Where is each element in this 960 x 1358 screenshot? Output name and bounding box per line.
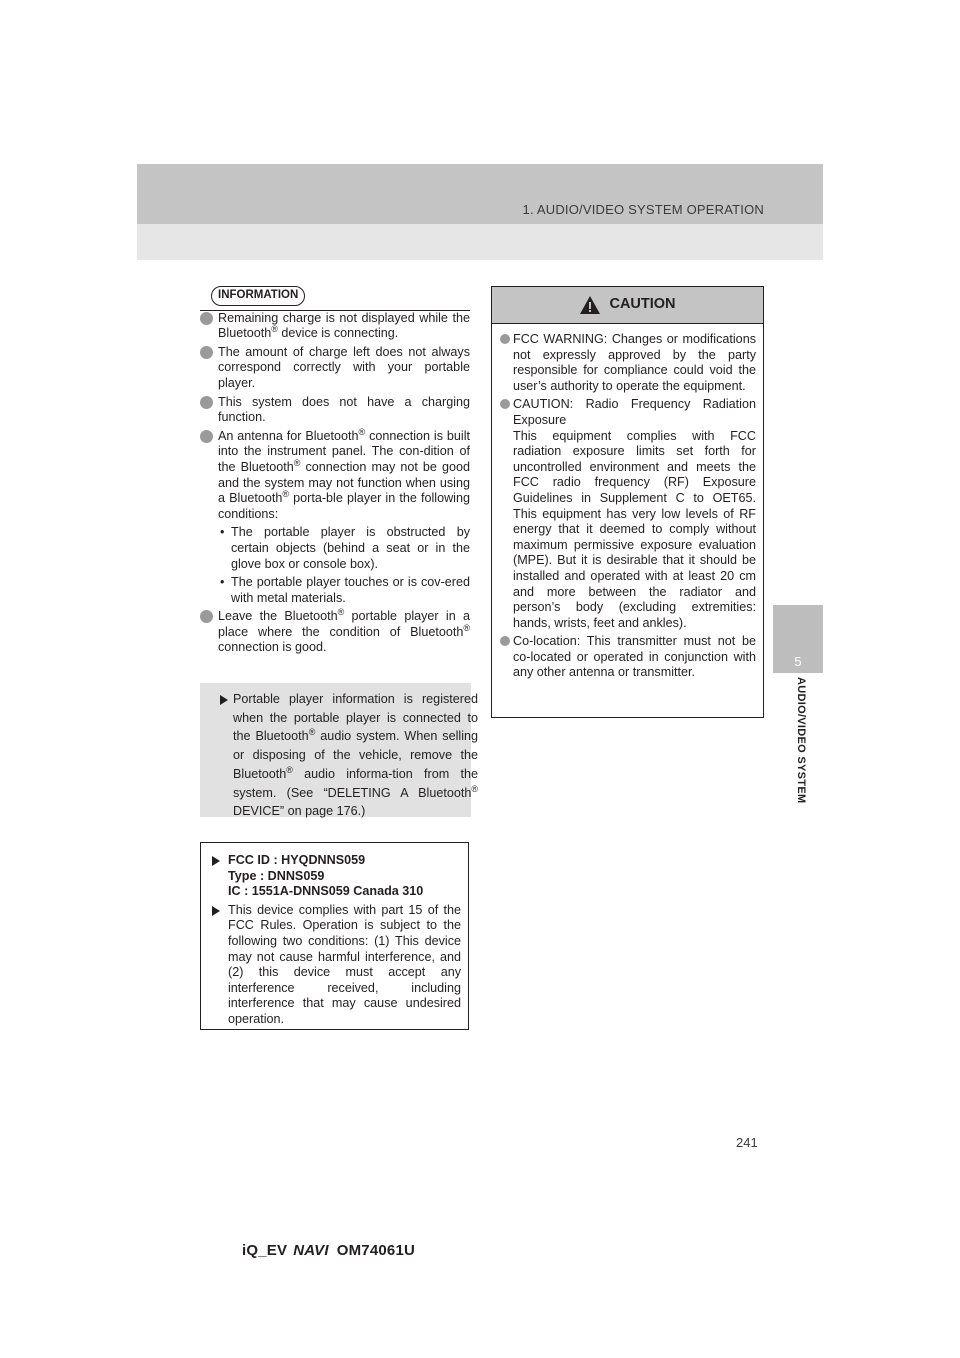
information-badge: INFORMATION [211, 286, 305, 306]
triangle-bullet-icon [212, 856, 220, 866]
bullet-dot-icon [500, 636, 510, 646]
page-number: 241 [736, 1135, 758, 1150]
chapter-number: 5 [794, 654, 802, 669]
bullet-dot-icon [200, 312, 213, 325]
bullet-dot-icon [500, 334, 510, 344]
fcc-id-item: FCC ID : HYQDNNS059 Type : DNNS059 IC : 1551A-DNNS059 Canada 310 [212, 853, 461, 900]
caution-item-3: Co-location: This transmitter must not be co-located or operated in conjunction with any other antenna or transmitter. [500, 634, 756, 681]
caution-title: CAUTION [609, 296, 676, 313]
fcc-compliance-item: This device complies with part 15 of the FCC Rules. Operation is subject to the following two conditions: (1) This device may not cause harmful interference, and (2) this device must accept any interference received, including interference that may cause undesired operation. [212, 903, 461, 1028]
info-bullet-2: The amount of charge left does not always correspond correctly with your portable player. [200, 345, 470, 392]
caution-item-2: CAUTION: Radio Frequency Radiation Exposure This equipment complies with FCC radiation exposure limits set forth for uncontrolled environment and meets the FCC radio frequency (RF) Exposure Guidelines in Supplement C to OET65. This equipment has very low levels of RF energy that it deemed to comply without maximum permissive exposure evaluation (MPE). But it is desirable that it should be installed and operated with at least 20 cm and more between the radiator and person’s body (excluding extremities: hands, wrists, feet and ankles). [500, 397, 756, 631]
header-subband [137, 224, 823, 260]
warning-icon [579, 295, 601, 315]
info-bullet-5: Leave the Bluetooth® portable player in a place where the condition of Bluetooth® connection is good. [200, 609, 470, 656]
caution-box [491, 286, 764, 718]
footer-model-code: iQ_EV NAVI OM74061U [242, 1242, 416, 1259]
info-sub-item-1: • The portable player is obstructed by certain objects (behind a seat or in the glove box or console box). [220, 525, 470, 571]
info-sub-item-2: • The portable player touches or is cov-ered with metal materials. [220, 575, 470, 605]
information-box [200, 289, 470, 659]
caution-item-1: FCC WARNING: Changes or modifications not expressly approved by the party responsible for compliance could void the user’s authority to operate the equipment. [500, 332, 756, 394]
fcc-box [200, 842, 469, 1030]
bullet-dot-icon [200, 430, 213, 443]
chapter-label: AUDIO/VIDEO SYSTEM [795, 677, 807, 804]
caution-header [492, 287, 763, 324]
bullet-dot-icon [500, 399, 510, 409]
section-title: 1. AUDIO/VIDEO SYSTEM OPERATION [522, 202, 764, 217]
info-bullet-1: Remaining charge is not displayed while the Bluetooth® device is connecting. [200, 311, 470, 342]
note-item: Portable player information is registered when the portable player is connected to the Bluetooth® audio system. When selling or disposing of the vehicle, remove the Bluetooth® audio informa-tion from the system. (See “DELETING A Bluetooth® DEVICE” on page 176.) [220, 690, 478, 821]
note-box [200, 683, 479, 819]
chapter-tab [773, 605, 823, 673]
bullet-dot-icon [200, 396, 213, 409]
bullet-dot-icon [200, 610, 213, 623]
info-bullet-3: This system does not have a charging function. [200, 395, 470, 426]
bullet-dot-icon [200, 346, 213, 359]
triangle-bullet-icon [212, 906, 220, 916]
info-bullet-4: An antenna for Bluetooth® connection is built into the instrument panel. The con-dition of the Bluetooth® connection may not be good and the system may not function when using a Bluetooth® porta-ble player in the following conditions: [200, 429, 470, 523]
triangle-bullet-icon [220, 695, 228, 705]
